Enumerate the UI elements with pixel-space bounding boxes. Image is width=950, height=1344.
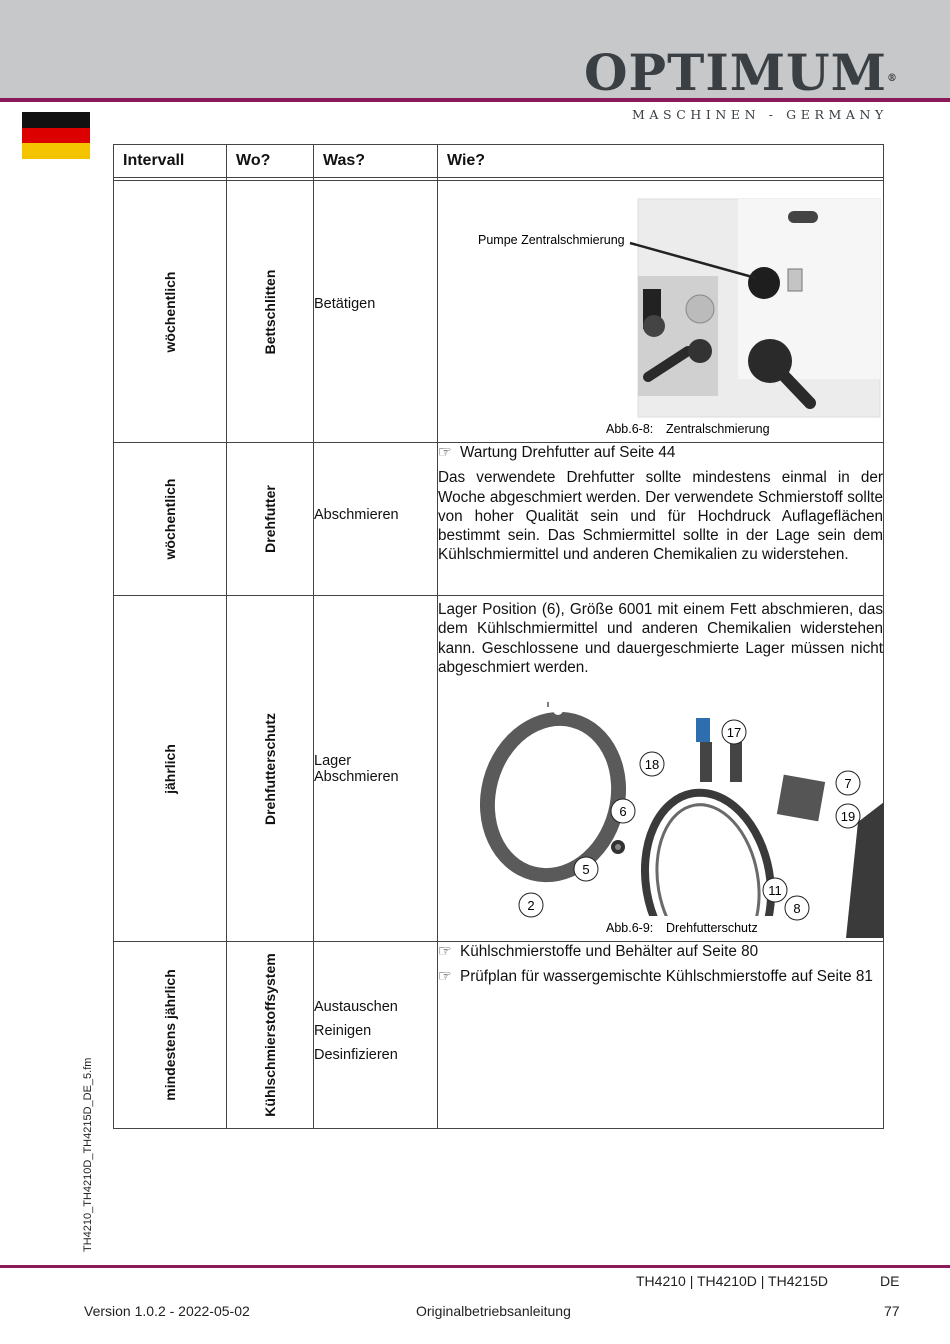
col-header-wo: Wo? — [227, 145, 314, 178]
footer-divider — [0, 1265, 950, 1268]
part-number: 2 — [527, 898, 535, 913]
part-number: 11 — [768, 883, 782, 898]
part-number: 19 — [840, 809, 856, 824]
location-label: Kühlschmierstoffsystem — [262, 953, 278, 1117]
interval-label: mindestens jährlich — [162, 969, 178, 1101]
table-row — [114, 181, 884, 443]
source-filename: TH4210_TH4210D_TH4215D_DE_5.fm — [82, 1057, 94, 1252]
part-number: 7 — [844, 776, 852, 791]
figure-caption-text: Drehfutterschutz — [666, 921, 758, 935]
table-row — [114, 942, 884, 1129]
reference-text: Kühlschmierstoffe und Behälter auf Seite 80 — [460, 943, 759, 960]
pump-callout: Pumpe Zentralschmierung — [478, 233, 625, 247]
part-number: 8 — [793, 901, 801, 916]
page-number: 77 — [884, 1303, 900, 1319]
page-reference — [438, 443, 883, 462]
language-code: DE — [880, 1273, 900, 1289]
col-header-intervall: Intervall — [114, 145, 227, 178]
pointing-hand-icon: ☞ — [438, 968, 452, 986]
location-label: Bettschlitten — [262, 269, 278, 354]
action-label: Reinigen — [314, 1023, 372, 1039]
location-label: Drehfutter — [262, 485, 278, 553]
figure-caption-text: Zentralschmierung — [666, 422, 770, 436]
figure-caption-number: Abb.6-9: — [606, 921, 654, 935]
pointing-hand-icon: ☞ — [438, 943, 452, 960]
sensor-part — [696, 718, 710, 742]
table-row — [114, 596, 884, 942]
part-number: 18 — [644, 757, 660, 772]
reference-text: Wartung Drehfutter auf Seite 44 — [460, 444, 676, 461]
part-number: 5 — [582, 862, 590, 877]
maintenance-table — [113, 144, 884, 1129]
col-header-wie: Wie? — [438, 145, 884, 178]
german-flag-icon — [22, 112, 90, 159]
document-type: Originalbetriebsanleitung — [416, 1303, 571, 1319]
interval-label: wöchentlich — [162, 478, 178, 560]
reference-text: Prüfplan für wassergemischte Kühlschmierstoffe auf Seite 81 — [460, 968, 873, 986]
table-header-row — [114, 145, 884, 178]
page-reference — [438, 967, 883, 986]
action-label: Austauschen — [314, 999, 398, 1015]
action-label: Lager — [314, 752, 352, 769]
action-label: Abschmieren — [314, 768, 399, 785]
page-reference — [438, 942, 883, 961]
central-lubrication-figure — [438, 181, 884, 443]
brand-tagline: MASCHINEN - GERMANY — [632, 107, 888, 122]
pointing-hand-icon: ☞ — [438, 444, 452, 461]
figure-caption-number: Abb.6-8: — [606, 422, 654, 436]
interval-label: wöchentlich — [162, 271, 178, 352]
version-info: Version 1.0.2 - 2022-05-02 — [84, 1303, 250, 1319]
brand-logo: OPTIMUM® — [583, 43, 898, 102]
instruction-text: Das verwendete Drehfutter sollte mindestens einmal in der Woche abgeschmiert werden. Der verwendete Schmierstoff sollte von hoher Qualität sein und für Hochdruck Auflageflächen bestimmt sein. Das Schmiermittel sollte in der Lage sein dem Kühlschmiermittel und anderen Chemikalien zu widerstehen. — [438, 469, 883, 564]
pump-knob — [748, 267, 780, 299]
action-label: Desinfizieren — [314, 1047, 398, 1063]
col-header-was: Was? — [314, 145, 438, 178]
part-number: 6 — [619, 804, 627, 819]
location-label: Drehfutterschutz — [262, 712, 278, 825]
action-label: Abschmieren — [314, 507, 399, 523]
model-numbers: TH4210 | TH4210D | TH4215D — [636, 1273, 828, 1289]
table-row — [114, 443, 884, 596]
part-number: 17 — [726, 725, 742, 740]
action-label: Betätigen — [314, 295, 376, 312]
chuck-guard-figure — [438, 702, 884, 938]
interval-label: jährlich — [162, 743, 178, 794]
instruction-text: Lager Position (6), Größe 6001 mit einem Fett abschmieren, das dem Kühlschmiermittel und anderen Chemikalien widerstehen kann. Geschlossene und dauergeschmierte Lager müssen nicht abgeschmiert werden. — [438, 601, 883, 676]
